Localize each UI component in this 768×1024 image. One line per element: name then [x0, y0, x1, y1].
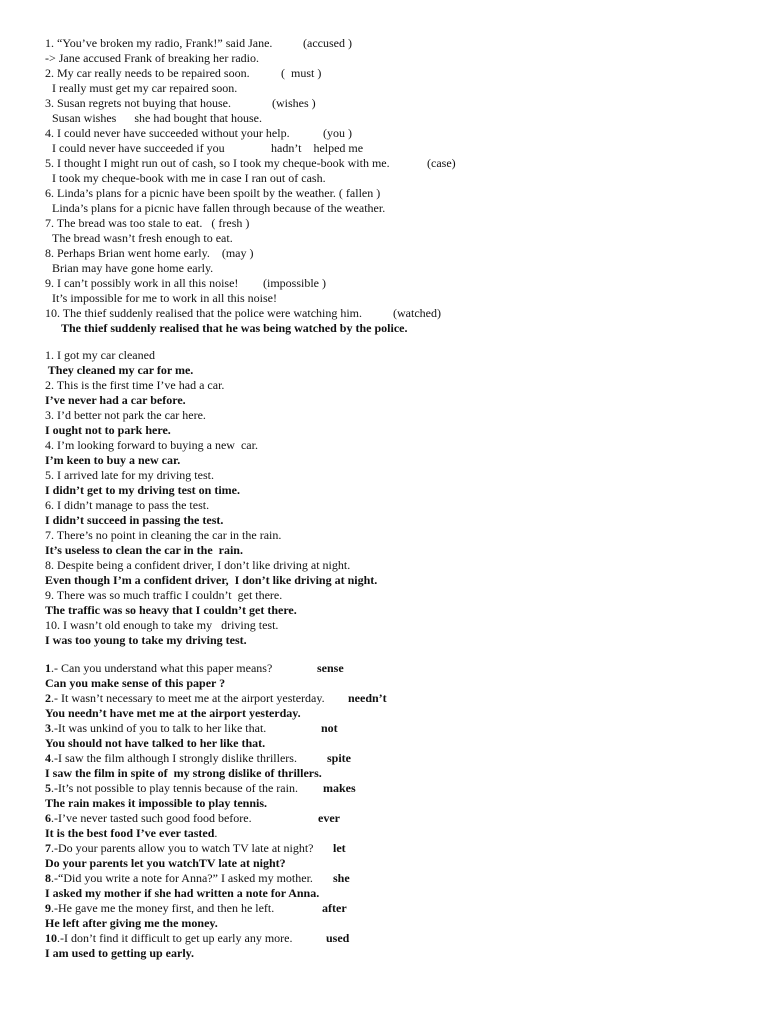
exercise-line: 1. I got my car cleaned — [45, 348, 155, 362]
answer-line: I didn’t succeed in passing the test. — [45, 513, 224, 527]
answer-line: The rain makes it impossible to play tennis. — [45, 796, 268, 810]
exercise-line: 7.-Do your parents allow you to watch TV late at night? let — [45, 841, 346, 855]
exercise-line: 8.-“Did you write a note for Anna?” I asked my mother. she — [45, 871, 350, 885]
answer-line: Do your parents let you watchTV late at night? — [45, 856, 286, 870]
answer-line: The traffic was so heavy that I couldn’t get there. — [45, 603, 297, 617]
answer-line: Linda’s plans for a picnic have fallen through because of the weather. — [52, 201, 386, 215]
exercise-line: 4.-I saw the film although I strongly dislike thrillers. spite — [45, 751, 351, 765]
keyword: ( must ) — [281, 66, 322, 80]
exercise-line: 2. My car really needs to be repaired soon. ( must ) — [45, 66, 322, 80]
section-key-words — [45, 661, 745, 961]
exercise-line: 10. I wasn’t old enough to take my driving test. — [45, 618, 279, 632]
answer-line: I am used to getting up early. — [45, 946, 195, 960]
exercise-line: 6. Linda’s plans for a picnic have been spoilt by the weather. ( fallen ) — [45, 186, 381, 200]
keyword: not — [321, 721, 338, 735]
exercise-line: 3.-It was unkind of you to talk to her like that. not — [45, 721, 338, 735]
keyword: after — [322, 901, 347, 915]
answer-line: I really must get my car repaired soon. — [52, 81, 238, 95]
item-number: 2 — [45, 691, 51, 705]
exercise-line: 9. There was so much traffic I couldn’t get there. — [45, 588, 283, 602]
answer-line: Brian may have gone home early. — [52, 261, 214, 275]
answer-line: I’ve never had a car before. — [45, 393, 186, 407]
exercise-line: 5. I thought I might run out of cash, so I took my cheque-book with me. (case) — [45, 156, 456, 170]
item-number: 5 — [45, 781, 51, 795]
keyword: spite — [327, 751, 351, 765]
exercise-line: 3. Susan regrets not buying that house. (wishes ) — [45, 96, 316, 110]
exercise-line: 9. I can’t possibly work in all this noise! (impossible ) — [45, 276, 326, 290]
item-number: 10 — [45, 931, 57, 945]
answer-fill: hadn’t helped me — [271, 141, 364, 155]
exercise-line: 1. “You’ve broken my radio, Frank!” said Jane. (accused ) — [45, 36, 352, 50]
exercise-line: 3. I’d better not park the car here. — [45, 408, 206, 422]
exercise-line: 1.- Can you understand what this paper means? sense — [45, 661, 344, 675]
answer-line: Can you make sense of this paper ? — [45, 676, 226, 690]
keyword: (wishes ) — [272, 96, 316, 110]
exercise-line: 4. I could never have succeeded without your help. (you ) — [45, 126, 352, 140]
exercise-line: 4. I’m looking forward to buying a new car. — [45, 438, 258, 452]
keyword: ever — [318, 811, 340, 825]
answer-line: It is the best food I’ve ever tasted. — [45, 826, 218, 840]
answer-line: They cleaned my car for me. — [45, 363, 194, 377]
exercise-line: 10.-I don’t find it difficult to get up early any more. used — [45, 931, 350, 945]
item-number: 7 — [45, 841, 51, 855]
answer-line: You should not have talked to her like that. — [45, 736, 266, 750]
item-number: 1 — [45, 661, 51, 675]
exercise-line: 5.-It’s not possible to play tennis because of the rain. makes — [45, 781, 356, 795]
answer-line: He left after giving me the money. — [45, 916, 218, 930]
keyword: (case) — [427, 156, 456, 170]
answer-line: I didn’t get to my driving test on time. — [45, 483, 240, 497]
exercise-line: 10. The thief suddenly realised that the police were watching him. (watched) — [45, 306, 441, 320]
exercise-line: 8. Perhaps Brian went home early. (may ) — [45, 246, 254, 260]
exercise-line: 9.-He gave me the money first, and then he left. after — [45, 901, 347, 915]
exercise-line: 2.- It wasn’t necessary to meet me at the airport yesterday. needn’t — [45, 691, 387, 705]
item-number: 8 — [45, 871, 51, 885]
item-number: 9 — [45, 901, 51, 915]
keyword: (watched) — [393, 306, 441, 320]
keyword: let — [333, 841, 346, 855]
exercise-line: 8. Despite being a confident driver, I don’t like driving at night. — [45, 558, 351, 572]
keyword: needn’t — [348, 691, 387, 705]
keyword: she — [333, 871, 350, 885]
item-number: 4 — [45, 751, 51, 765]
answer-line: Even though I’m a confident driver, I don’t like driving at night. — [45, 573, 378, 587]
answer-line: I’m keen to buy a new car. — [45, 453, 181, 467]
item-number: 3 — [45, 721, 51, 735]
keyword: (you ) — [323, 126, 352, 140]
exercise-line: 6.-I’ve never tasted such good food before. ever — [45, 811, 340, 825]
exercise-line: 2. This is the first time I’ve had a car. — [45, 378, 225, 392]
keyword: sense — [317, 661, 344, 675]
answer-line: It’s useless to clean the car in the rain. — [45, 543, 243, 557]
answer-line: I saw the film in spite of my strong dislike of thrillers. — [45, 766, 322, 780]
answer-line: I asked my mother if she had written a note for Anna. — [45, 886, 320, 900]
exercise-line: 5. I arrived late for my driving test. — [45, 468, 214, 482]
answer-line: I took my cheque-book with me in case I ran out of cash. — [52, 171, 326, 185]
answer-line: The thief suddenly realised that he was being watched by the police. — [61, 321, 408, 335]
answer-line: Susan wishes she had bought that house. — [52, 111, 262, 125]
answer-line: I could never have succeeded if you hadn’t helped me — [52, 141, 364, 155]
keyword: used — [326, 931, 350, 945]
answer-line: I was too young to take my driving test. — [45, 633, 247, 647]
exercise-line: 6. I didn’t manage to pass the test. — [45, 498, 210, 512]
exercise-line: 7. The bread was too stale to eat. ( fresh ) — [45, 216, 250, 230]
answer-line: The bread wasn’t fresh enough to eat. — [52, 231, 233, 245]
keyword: makes — [323, 781, 356, 795]
exercise-line: 7. There’s no point in cleaning the car in the rain. — [45, 528, 282, 542]
section-reported-speech — [45, 36, 745, 336]
answer-line: -> Jane accused Frank of breaking her radio. — [45, 51, 260, 65]
keyword: (impossible ) — [263, 276, 326, 290]
item-number: 6 — [45, 811, 51, 825]
answer-line: You needn’t have met me at the airport yesterday. — [45, 706, 301, 720]
section-driving — [45, 348, 745, 648]
answer-line: I ought not to park here. — [45, 423, 171, 437]
answer-line: It’s impossible for me to work in all this noise! — [52, 291, 277, 305]
keyword: (accused ) — [303, 36, 352, 50]
